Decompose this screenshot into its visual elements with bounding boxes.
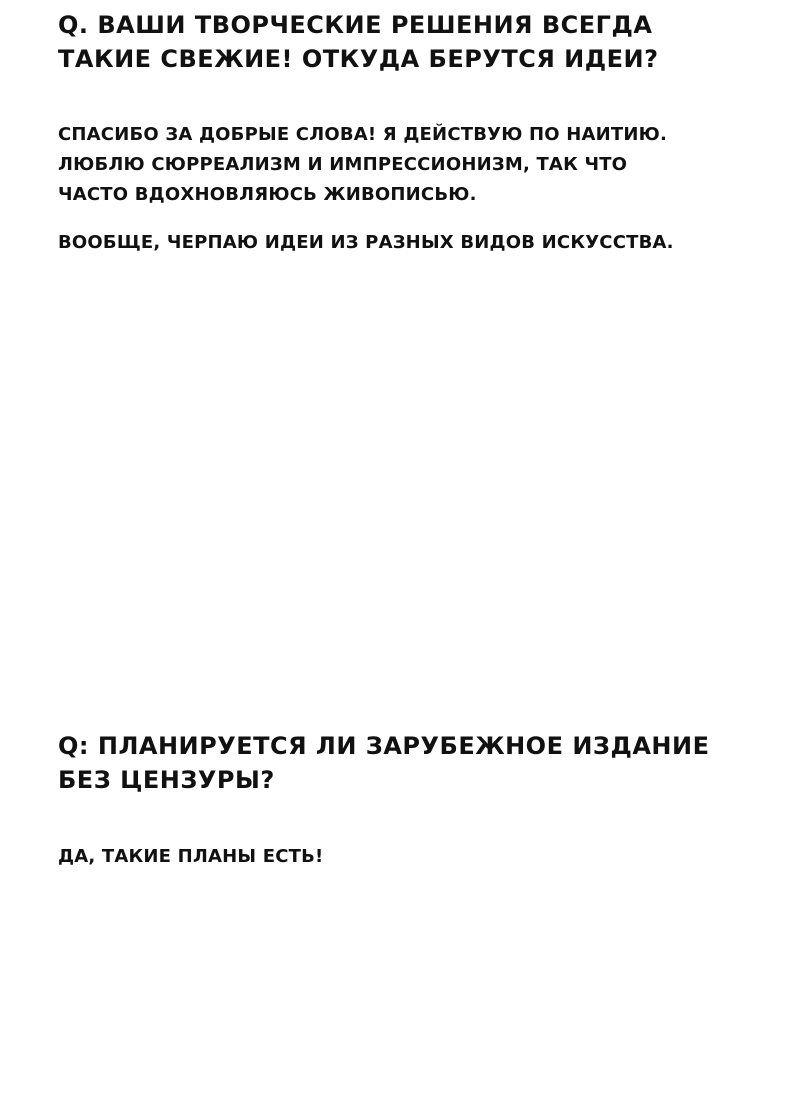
answer-1-paragraph-1: СПАСИБО ЗА ДОБРЫЕ СЛОВА! Я ДЕЙСТВУЮ ПО НАИТИЮ. ЛЮБЛЮ СЮРРЕАЛИЗМ И ИМПРЕССИОНИЗМ, ТАК ЧТО ЧАСТО ВДОХНОВЛЯЮСЬ ЖИВОПИСЬЮ.: [58, 124, 668, 205]
question-2: Q: ПЛАНИРУЕТСЯ ЛИ ЗАРУБЕЖНОЕ ИЗДАНИЕ БЕЗ ЦЕНЗУРЫ?: [58, 732, 710, 794]
answer-2-paragraph-1: ДА, ТАКИЕ ПЛАНЫ ЕСТЬ!: [58, 846, 324, 867]
answer-1-paragraph-2: ВООБЩЕ, ЧЕРПАЮ ИДЕИ ИЗ РАЗНЫХ ВИДОВ ИСКУССТВА.: [58, 232, 674, 253]
question-1: Q. ВАШИ ТВОРЧЕСКИЕ РЕШЕНИЯ ВСЕГДА ТАКИЕ СВЕЖИЕ! ОТКУДА БЕРУТСЯ ИДЕИ?: [58, 11, 659, 73]
